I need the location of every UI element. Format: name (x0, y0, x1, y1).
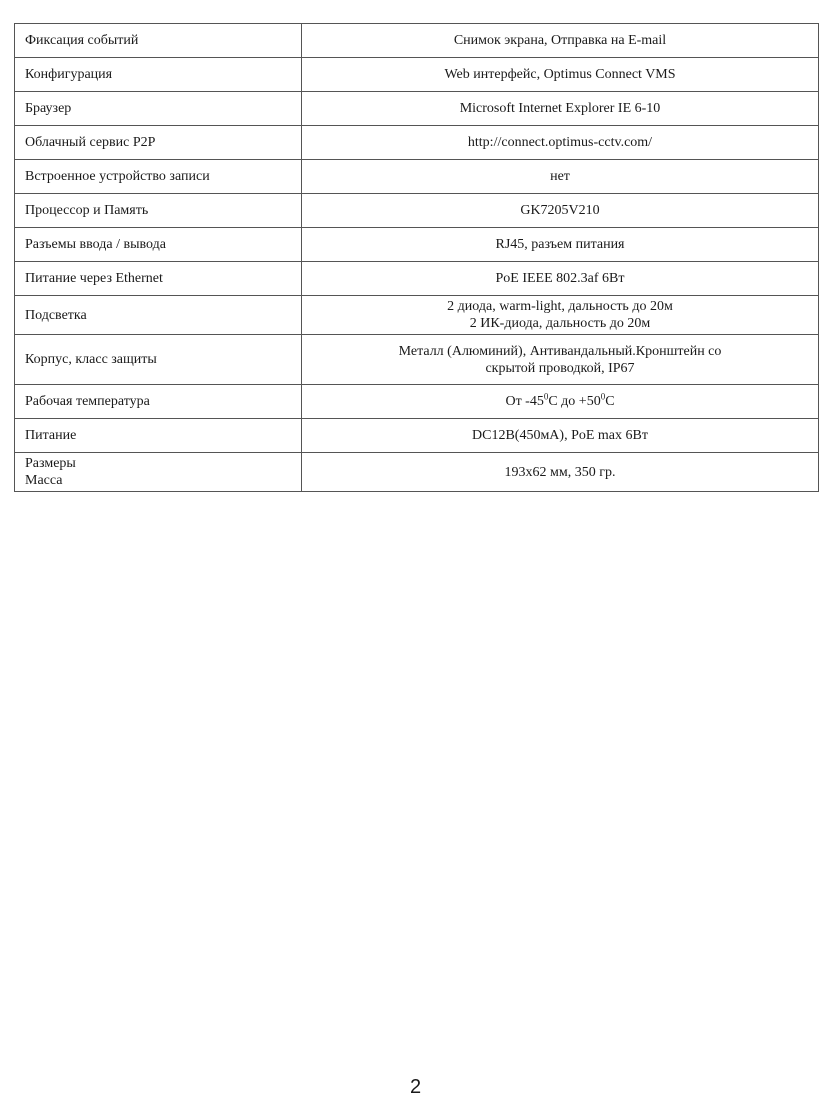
spec-value (302, 335, 819, 385)
spec-label: Конфигурация (15, 58, 302, 92)
spec-value: 193x62 мм, 350 гр. (302, 453, 819, 492)
spec-label: Питание (15, 419, 302, 453)
table-row (15, 385, 819, 419)
degree-superscript: 0 (600, 391, 606, 402)
spec-value: DC12В(450мА), PoE max 6Вт (302, 419, 819, 453)
spec-label: Корпус, класс защиты (15, 335, 302, 385)
degree-superscript: 0 (543, 391, 549, 402)
spec-value: Снимок экрана, Отправка на E-mail (302, 24, 819, 58)
table-row (15, 296, 819, 335)
spec-value: Web интерфейс, Optimus Connect VMS (302, 58, 819, 92)
page-number: 2 (409, 1076, 422, 1098)
temp-suffix: C (605, 394, 615, 409)
table-row (15, 419, 819, 453)
spec-label: Разъемы ввода / вывода (15, 228, 302, 262)
spec-value: PoE IEEE 802.3af 6Вт (302, 262, 819, 296)
table-row (15, 194, 819, 228)
spec-label: Подсветка (15, 296, 302, 335)
spec-value-line: Металл (Алюминий), Антивандальный.Кронштейн со (398, 343, 722, 359)
table-row (15, 92, 819, 126)
spec-value (302, 296, 819, 335)
spec-label-line: Размеры (25, 456, 76, 471)
spec-label: Облачный сервис P2P (15, 126, 302, 160)
spec-label: Процессор и Память (15, 194, 302, 228)
spec-label-line: Масса (25, 473, 63, 488)
specifications-table (14, 23, 819, 492)
spec-label: Браузер (15, 92, 302, 126)
table-row (15, 24, 819, 58)
table-row (15, 160, 819, 194)
spec-value-temperature (302, 385, 819, 419)
table-row (15, 126, 819, 160)
spec-label: Рабочая температура (15, 385, 302, 419)
spec-label (15, 453, 302, 492)
table-row (15, 453, 819, 492)
temp-middle: C до +50 (548, 394, 601, 409)
spec-value-line: 2 ИК-диода, дальность до 20м (469, 316, 651, 331)
spec-value-line: 2 диода, warm-light, дальность до 20м (447, 299, 673, 314)
table-row (15, 228, 819, 262)
spec-value-line: скрытой проводкой, IP67 (485, 360, 635, 376)
spec-value: GK7205V210 (302, 194, 819, 228)
spec-value: нет (302, 160, 819, 194)
spec-value-url: http://connect.optimus-cctv.com/ (302, 126, 819, 160)
table-row (15, 335, 819, 385)
spec-label: Питание через Ethernet (15, 262, 302, 296)
table-row (15, 262, 819, 296)
table-row (15, 58, 819, 92)
spec-value: Microsoft Internet Explorer IE 6-10 (302, 92, 819, 126)
temp-prefix: От -45 (505, 394, 544, 409)
spec-label: Фиксация событий (15, 24, 302, 58)
spec-label: Встроенное устройство записи (15, 160, 302, 194)
spec-value: RJ45, разъем питания (302, 228, 819, 262)
